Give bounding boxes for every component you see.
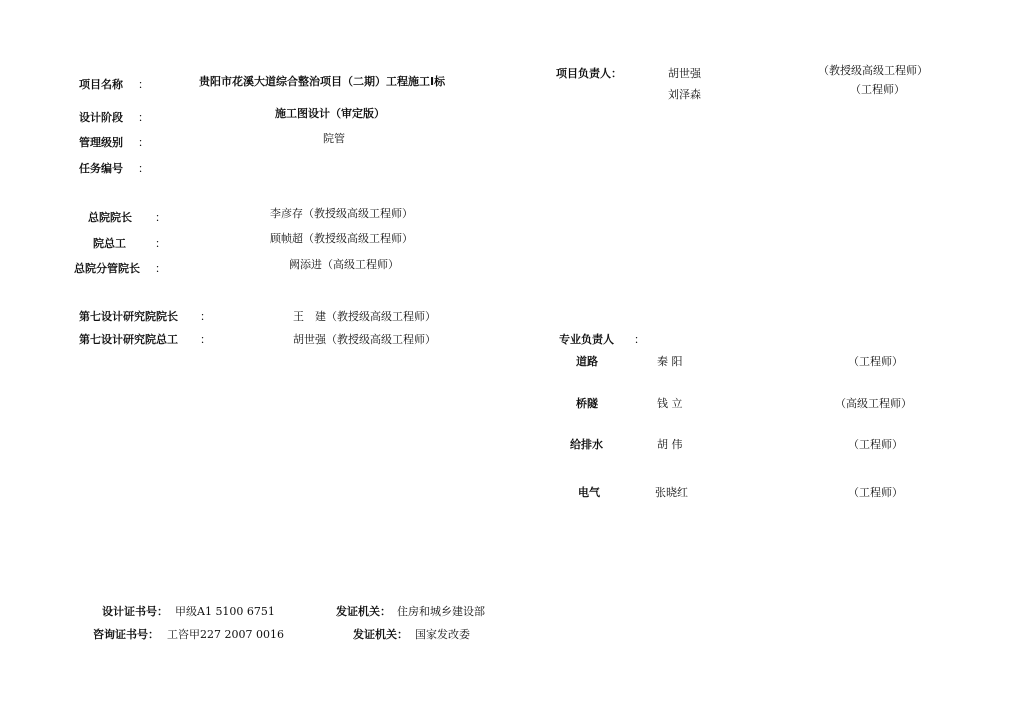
mgmt-level-colon: ： <box>138 136 149 149</box>
consult-cert-label: 咨询证书号： <box>93 628 159 641</box>
mgmt-level-value: 院管 <box>323 132 345 145</box>
chief-engineer-value: 顾帧超（教授级高级工程师） <box>270 232 413 245</box>
design-stage-value: 施工图设计（审定版） <box>275 107 385 120</box>
vice-president-label: 总院分管院长 <box>74 262 140 275</box>
institute-head-colon: ： <box>200 310 211 323</box>
specialty-discipline: 给排水 <box>570 438 603 451</box>
consult-issuer-value: 国家发改委 <box>415 628 470 641</box>
institute-chief-colon: ： <box>200 333 211 346</box>
design-issuer-value: 住房和城乡建设部 <box>397 605 485 618</box>
president-colon: ： <box>155 211 166 224</box>
project-name-colon: ： <box>138 78 149 91</box>
specialty-discipline: 桥隧 <box>576 397 598 410</box>
consult-cert-value: 工咨甲227 2007 0016 <box>167 628 284 641</box>
project-manager-2-name: 刘泽森 <box>668 88 701 101</box>
president-label: 总院院长 <box>88 211 132 224</box>
consult-issuer-label: 发证机关： <box>353 628 408 641</box>
institute-head-value: 王 建（教授级高级工程师） <box>293 310 436 323</box>
task-no-label: 任务编号 <box>79 162 123 175</box>
vice-president-value: 阙添进（高级工程师） <box>289 258 399 271</box>
specialty-lead-name: 秦 阳 <box>657 355 683 368</box>
institute-head-label: 第七设计研究院院长 <box>79 310 178 323</box>
president-value: 李彦存（教授级高级工程师） <box>270 207 413 220</box>
mgmt-level-label: 管理级别 <box>79 136 123 149</box>
chief-engineer-label: 院总工 <box>93 237 126 250</box>
project-name-label: 项目名称 <box>79 78 123 91</box>
specialty-lead-title: （工程师） <box>848 486 903 499</box>
project-manager-2-title: （工程师） <box>850 83 905 96</box>
project-manager-1-name: 胡世强 <box>668 67 701 80</box>
specialty-lead-title: （高级工程师） <box>835 397 912 410</box>
project-manager-label: 项目负责人： <box>556 67 622 80</box>
design-cert-label: 设计证书号： <box>102 605 168 618</box>
task-no-colon: ： <box>138 162 149 175</box>
project-name-value: 贵阳市花溪大道综合整治项目（二期）工程施工I标 <box>199 75 446 88</box>
design-issuer-label: 发证机关： <box>336 605 391 618</box>
project-manager-1-title: （教授级高级工程师） <box>818 64 928 77</box>
specialty-lead-title: （工程师） <box>848 438 903 451</box>
specialty-lead-colon: ： <box>634 333 645 346</box>
institute-chief-label: 第七设计研究院总工 <box>79 333 178 346</box>
design-cert-value: 甲级A1 5100 6751 <box>175 605 275 618</box>
specialty-lead-title: （工程师） <box>848 355 903 368</box>
specialty-lead-name: 张晓红 <box>655 486 688 499</box>
chief-engineer-colon: ： <box>155 237 166 250</box>
vice-president-colon: ： <box>155 262 166 275</box>
specialty-lead-label: 专业负责人 <box>559 333 614 346</box>
specialty-lead-name: 胡 伟 <box>657 438 683 451</box>
specialty-discipline: 电气 <box>578 486 600 499</box>
institute-chief-value: 胡世强（教授级高级工程师） <box>293 333 436 346</box>
specialty-lead-name: 钱 立 <box>657 397 683 410</box>
design-stage-label: 设计阶段 <box>79 111 123 124</box>
specialty-discipline: 道路 <box>576 355 598 368</box>
design-stage-colon: ： <box>138 111 149 124</box>
